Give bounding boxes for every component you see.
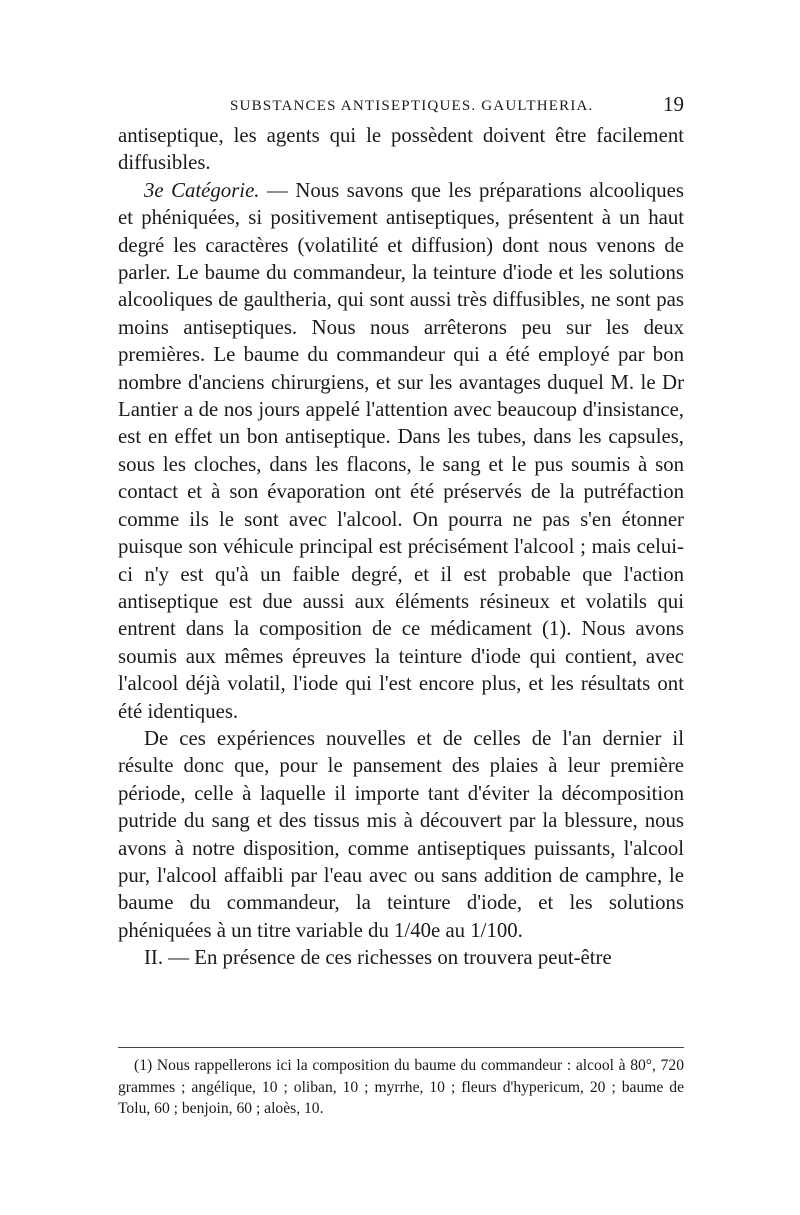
paragraph-conclusion: De ces expériences nouvelles et de celles de l'an dernier il résulte donc que, pour le pansement des plaies à leur première période, celle à laquelle il importe tant d'éviter la décomposition putride du sang et des tissus mis à découvert par la blessure, nous avons à notre disposition, comme antiseptiques puissants, l'alcool pur, l'alcool affaibli par l'eau avec ou sans addition de camphre, le baume du commandeur, la teinture d'iode, et les solutions phéniquées à un titre variable du 1/40e au 1/100. [118,726,684,942]
page-number: 19 [663,92,684,116]
running-title: SUBSTANCES ANTISEPTIQUES. GAULTHERIA. [230,98,594,114]
category-heading: 3e Catégorie. [144,178,260,202]
footnotes [118,1055,684,1120]
paragraph-category-3-text: — Nous savons que les préparations alcooliques et phéniquées, si positivement antiseptiques, présentent à un haut degré les caractères (volatilité et diffusion) dont nous venons de parler. Le baume du commandeur, la teinture d'iode et les solutions alcooliques de gaultheria, qui sont aussi très diffusibles, ne sont pas moins antiseptiques. Nous nous arrêterons peu sur les deux premières. Le baume du commandeur qui a été employé par bon nombre d'anciens chirurgiens, et sur les avantages duquel M. le Dr Lantier a de nos jours appelé l'attention avec beaucoup d'insistance, est en effet un bon antiseptique. Dans les tubes, dans les capsules, sous les cloches, dans les flacons, le sang et le pus soumis à son contact et à son évaporation ont été préservés de la putréfaction comme ils le sont avec l'alcool. On pourra ne pas s'en étonner puisque son véhicule principal est précisément l'alcool ; mais celui-ci n'y est qu'à un faible degré, et il est probable que l'action antiseptique est due aussi aux éléments résineux et volatils qui entrent dans la composition de ce médicament (1). Nous avons soumis aux mêmes épreuves la teinture d'iode qui contient, avec l'alcool déjà volatil, l'iode qui l'est encore plus, et les résultats ont été identiques. [118,178,684,723]
footnote-divider [118,1047,684,1048]
body-text [118,122,684,972]
paragraph-continuation: antiseptique, les agents qui le possèdent doivent être facilement diffusibles. [118,124,684,175]
paragraph-category-3 [118,177,684,725]
footnote-1: (1) Nous rappellerons ici la composition du baume du commandeur : alcool à 80°, 720 grammes ; angélique, 10 ; oliban, 10 ; myrrhe, 10 ; fleurs d'hypericum, 20 ; baume de Tolu, 60 ; benjoin, 60 ; aloès, 10. [118,1057,684,1117]
running-head [118,92,684,120]
paragraph-section-2: II. — En présence de ces richesses on trouvera peut-être [144,946,612,970]
